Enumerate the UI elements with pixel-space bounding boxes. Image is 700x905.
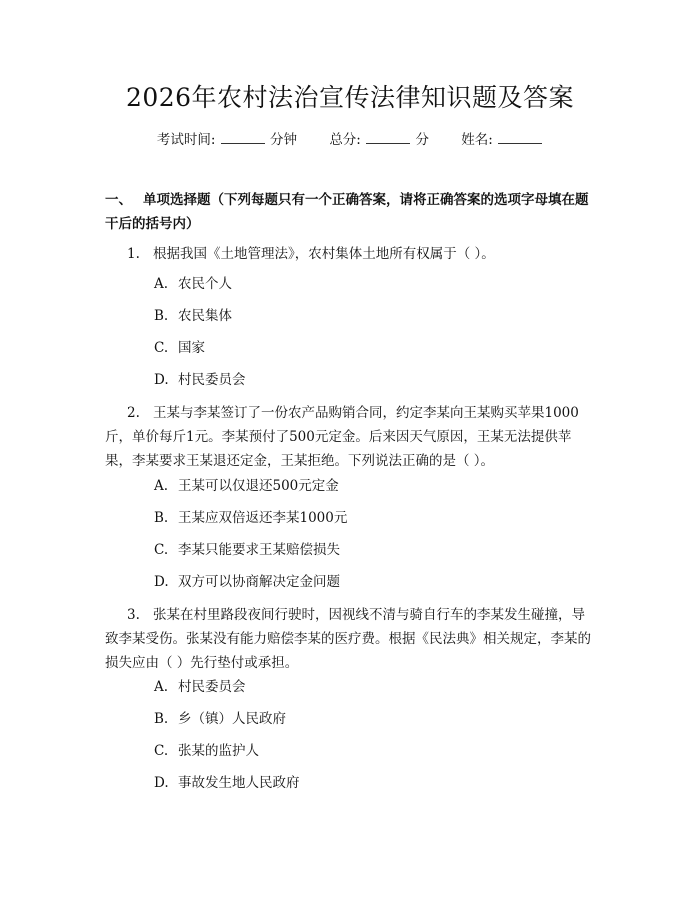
student-name-blank (498, 129, 542, 144)
option-letter: D. (154, 574, 169, 590)
option-letter: B. (154, 308, 169, 324)
question-3 (105, 603, 597, 675)
question-2 (105, 401, 597, 473)
question-2-option-b (154, 506, 347, 530)
question-text: 张某在村里路段夜间行驶时，因视线不清与骑自行车的李某发生碰撞，导致李某受伤。张某没有能力赔偿李某的医疗费。根据《民法典》相关规定，李某的损失应由（ ）先行垫付或承担。 (105, 607, 591, 671)
option-text: 事故发生地人民政府 (178, 775, 300, 791)
question-3-option-d (154, 771, 300, 795)
student-name-field (461, 128, 543, 152)
option-letter: B. (154, 510, 169, 526)
total-score-field (329, 128, 429, 152)
question-2-option-d (154, 570, 340, 594)
section-heading (105, 188, 597, 236)
option-letter: B. (154, 711, 169, 727)
exam-time-blank (221, 129, 265, 144)
question-number: 2. (127, 405, 140, 421)
option-text: 农民集体 (178, 308, 232, 324)
option-letter: C. (154, 340, 169, 356)
total-score-unit: 分 (415, 132, 429, 148)
option-text: 村民委员会 (178, 372, 246, 388)
option-text: 李某只能要求王某赔偿损失 (178, 542, 340, 558)
total-score-blank (366, 129, 410, 144)
question-number: 3. (127, 607, 140, 623)
exam-time-unit: 分钟 (270, 132, 298, 148)
option-text: 王某可以仅退还500元定金 (178, 478, 339, 494)
question-3-option-a (154, 675, 246, 699)
option-text: 王某应双倍返还李某1000元 (178, 510, 348, 526)
question-3-option-b (154, 707, 286, 731)
option-letter: A. (154, 679, 169, 695)
option-text: 农民个人 (178, 276, 232, 292)
question-text: 王某与李某签订了一份农产品购销合同，约定李某向王某购买苹果1000斤，单价每斤1元。李某预付了500元定金。后来因天气原因，王某无法提供苹果，李某要求王某退还定金，王某拒绝。下列说法正确的是（ ）。 (105, 405, 579, 469)
option-letter: C. (154, 542, 169, 558)
option-letter: C. (154, 743, 169, 759)
question-2-option-c (154, 538, 340, 562)
option-letter: A. (154, 478, 169, 494)
question-3-option-c (154, 739, 259, 763)
option-text: 乡（镇）人民政府 (178, 711, 286, 727)
question-number: 1. (127, 246, 140, 262)
exam-info-line (0, 128, 700, 152)
total-score-label: 总分: (329, 132, 361, 148)
option-text: 国家 (178, 340, 205, 356)
question-1 (105, 242, 597, 266)
option-text: 张某的监护人 (178, 743, 259, 759)
question-1-option-d (154, 368, 246, 392)
student-name-label: 姓名: (461, 132, 493, 148)
section-heading-text: 单项选择题（下列每题只有一个正确答案，请将正确答案的选项字母填在题干后的括号内） (105, 192, 589, 232)
section-number: 一、 (105, 192, 132, 208)
question-1-option-a (154, 272, 232, 296)
option-letter: D. (154, 372, 169, 388)
option-letter: A. (154, 276, 169, 292)
option-text: 村民委员会 (178, 679, 246, 695)
option-text: 双方可以协商解决定金问题 (178, 574, 340, 590)
question-1-option-b (154, 304, 232, 328)
question-1-option-c (154, 336, 205, 360)
page-title: 2026年农村法治宣传法律知识题及答案 (125, 83, 575, 112)
exam-time-label: 考试时间: (156, 132, 216, 148)
option-letter: D. (154, 775, 169, 791)
exam-time-field (157, 128, 297, 152)
question-2-option-a (154, 474, 339, 498)
question-text: 根据我国《土地管理法》，农村集体土地所有权属于（ ）。 (153, 246, 495, 262)
